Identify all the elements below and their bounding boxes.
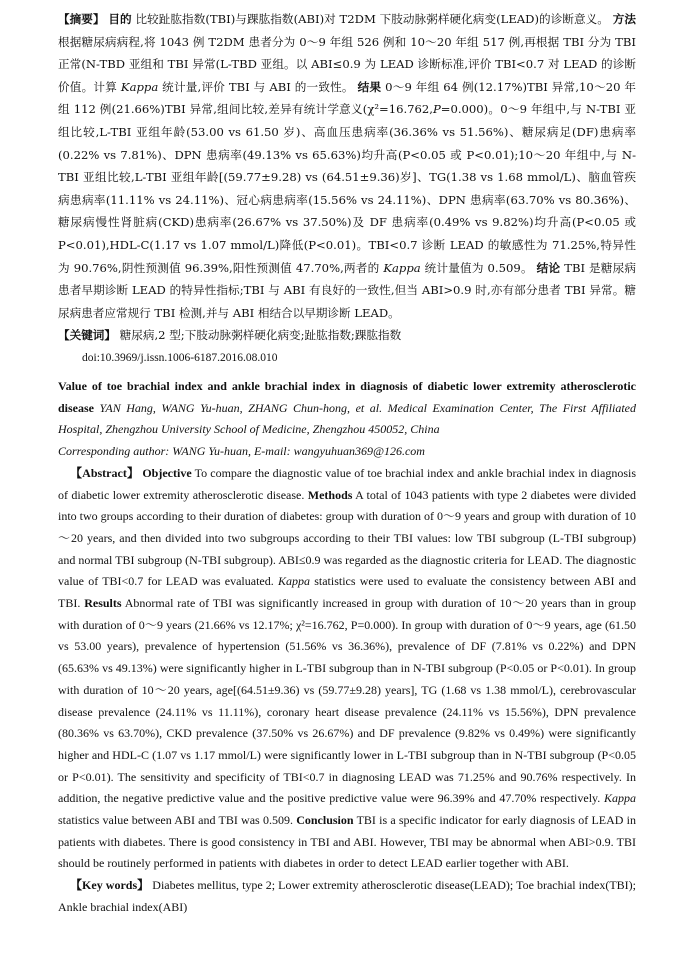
en-results-text: Abnormal rate of TBI was significantly increased in group with duration of 10～20 years than in group with duration of 0～9 years (21.66% vs 12.17%; χ²=16.762, P=0.000). In group with duration of 0～9 years, age (61.50 vs 53.00 years), prevalence of hypertension (51.56% vs 36.36%), prevalence of DF (7.81% vs 0.22%) and DPN (65.63% vs 49.13%) were significantly higher in L-TBI subgroup than in N-TBI subgroup (P<0.05 or P<0.01). In group with duration of 10～20 years, age[(64.51±9.36) vs (59.77±9.28) years], TG (1.68 vs 1.38 mmol/L), cerebrovascular disease prevalence (24.11% vs 11.11%), coronary heart disease prevalence (24.11% vs 15.56%), DPN prevalence (80.36% vs 63.70%), CKD prevalence (37.50% vs 26.67%) and DF prevalence (9.82% vs 0.49%) were significantly higher and HDL-C (1.07 vs 1.17 mmol/L) were significantly lower in L-TBI subgroup than in N-TBI subgroup (P<0.05 or P<0.01). The sensitivity and specificity of TBI<0.7 in diagnosing LEAD was 71.25% and 90.76% respectively. In addition, the negative predictive value and the positive predictive value were 96.39% and 47.70% respectively. [58, 596, 636, 806]
cn-results-label: 结果 [357, 79, 382, 94]
en-authors: YAN Hang, WANG Yu-huan, ZHANG Chun-hong, et al. Medical Examination Center, The First Affiliated Hospital, Zhengzhou University School of Medicine, Zhengzhou 450052, China [58, 400, 636, 437]
en-methods-text-2: statistics were used to evaluate the consistency between ABI and TBI. [58, 574, 637, 611]
cn-p-label: P [432, 102, 441, 117]
cn-objective-label: 目的 [108, 12, 132, 26]
en-objective-label: Objective [142, 465, 192, 480]
en-conclusion-text: TBI is a specific indicator for early diagnosis of LEAD in patients with diabetes. There is good consistency in TBI and ABI. However, TBI may be abnormal when ABI>0.9. TBI should be routinely performed in patients with diabetes in order to detect LEAD earlier together with ABI. [58, 813, 637, 871]
cn-keywords-label: 【关键词】 [58, 328, 116, 343]
english-abstract [58, 376, 636, 919]
chinese-abstract [58, 8, 636, 370]
en-corresponding: Corresponding author: WANG Yu-huan, E-mail: wangyuhuan369@126.com [58, 444, 425, 459]
cn-keywords [58, 324, 636, 347]
cn-keywords-text: 糖尿病,2 型;下肢动脉粥样硬化病变;趾肱指数;踝肱指数 [119, 328, 402, 343]
en-title [58, 376, 636, 441]
en-title-text: Value of toe brachial index and ankle brachial index in diagnosis of diabetic lower extremity atherosclerotic disease [58, 379, 636, 415]
en-methods-text: A total of 1043 patients with type 2 diabetes were divided into two groups according to their duration of diabetes: group with duration of 0～9 years and group with duration of 10～20 years, and then divided into two subgroups according to their TBI values: low TBI subgroup (L-TBI subgroup) and normal TBI subgroup (N-TBI subgroup). ABI≤0.9 was regarded as the diagnostic criteria for LEAD. The diagnostic value of TBI<0.7 for LEAD was evaluated. [58, 487, 636, 589]
en-objective-text: To compare the diagnostic value of toe brachial index and ankle brachial index in diagnosis of diabetic lower extremity atherosclerotic disease. [58, 465, 636, 502]
cn-results-text-c: 统计量值为 0.509。 [420, 260, 533, 275]
cn-kappa-2: Kappa [383, 260, 421, 275]
cn-kappa: Kappa [120, 79, 159, 94]
en-results-label: Results [84, 596, 122, 611]
en-conclusion-label: Conclusion [296, 813, 354, 828]
cn-conclusion-text: TBI 是糖尿病患者早期诊断 LEAD 的特异性指标;TBI 与 ABI 有良好的一致性,但当 ABI>0.9 时,亦有部分患者 TBI 异常。糖尿病患者应常规行 TBI 检测,并与 ABI 相结合以早期诊断 LEAD。 [58, 260, 636, 320]
cn-methods-text-2: 统计量,评价 TBI 与 ABI 的一致性。 [158, 79, 354, 94]
cn-abstract-paragraph [58, 8, 636, 324]
cn-methods-text: 根据糖尿病病程,将 1043 例 T2DM 患者分为 0～9 年组 526 例和 10～20 年组 517 例,再根据 TBI 分为 TBI 正常(N-TBD 亚组和 TBI 异常(L-TBD 亚组。以 ABI≤0.9 为 LEAD 诊断标准,评价 TBI<0.7 对 LEAD 的诊断价值。计算 [58, 34, 636, 94]
cn-abstract-label: 【摘要】 [58, 12, 105, 26]
en-kappa: Kappa [277, 574, 310, 589]
en-results-text-2: statistics value between ABI and TBI was 0.509. [58, 813, 293, 828]
cn-conclusion-label: 结论 [536, 260, 561, 275]
cn-objective-text: 比较趾肱指数(TBI)与踝肱指数(ABI)对 T2DM 下肢动脉粥样硬化病变(LEAD)的诊断意义。 [135, 12, 609, 26]
en-kappa-2: Kappa [603, 791, 636, 806]
doi: doi:10.3969/j.issn.1006-6187.2016.08.010 [82, 351, 278, 364]
en-methods-label: Methods [307, 487, 353, 502]
en-keywords-label: 【Key words】 [70, 878, 150, 893]
en-abstract-paragraph [58, 463, 636, 875]
cn-results-text-b: =0.000)。0～9 年组中,与 N-TBI 亚组比较,L-TBI 亚组年龄(53.00 vs 61.50 岁)、高血压患病率(36.36% vs 51.56%)、糖尿病足(DF)患病率(0.22% vs 7.81%)、DPN 患病率(49.13% vs 65.63%)均升高(P<0.05 或 P<0.01);10～20 年组中,与 N-TBI 亚组比较,L-TBI 亚组年龄[(59.77±9.28) vs (64.51±9.36)岁]、TG(1.38 vs 1.68 mmol/L)、脑血管疾病患病率(11.11% vs 24.11%)、冠心病患病率(15.56% vs 24.11%)、DPN 患病率(63.70% vs 80.36%)、糖尿病慢性肾脏病(CKD)患病率(26.67% vs 37.50%)及 DF 患病率(0.49% vs 9.82%)均升高(P<0.05 或 P<0.01),HDL-C(1.17 vs 1.07 mmol/L)降低(P<0.01)。TBI<0.7 诊断 LEAD 的敏感性为 71.25%,特异性为 90.76%,阴性预测值 96.39%,阳性预测值 47.70%,两者的 [58, 102, 636, 275]
en-keywords-text: Diabetes mellitus, type 2; Lower extremity atherosclerotic disease(LEAD); Toe brachial index(TBI); Ankle brachial index(ABI) [58, 878, 636, 914]
en-keywords [58, 875, 636, 918]
en-abstract-label: 【Abstract】 [70, 465, 140, 480]
cn-methods-label: 方法 [612, 12, 636, 26]
cn-results-text-a: 0～9 年组 64 例(12.17%)TBI 异常,10～20 年组 112 例(21.66%)TBI 异常,组间比较,差异有统计学意义(χ²=16.762, [58, 79, 637, 117]
